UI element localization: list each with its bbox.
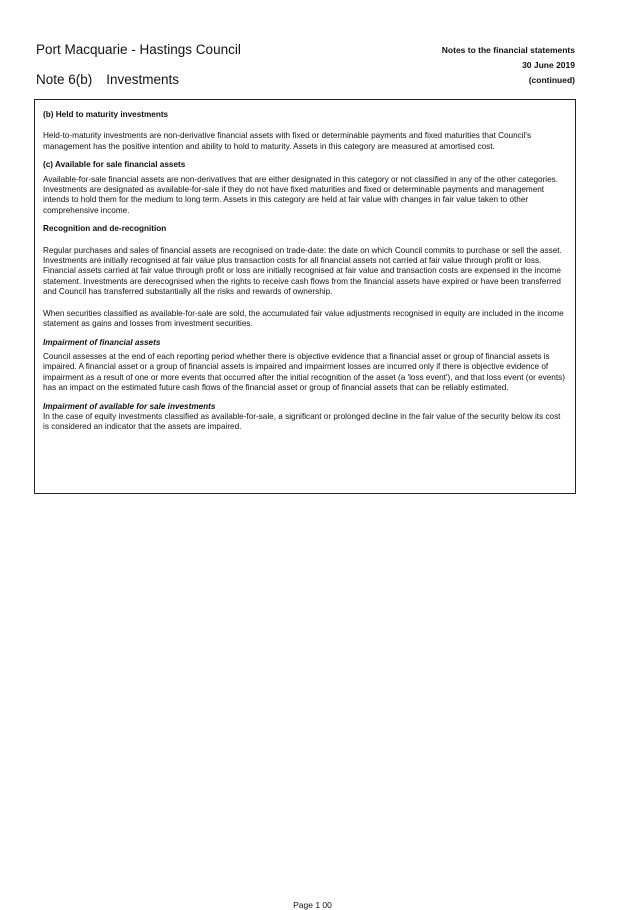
recognition-text-1: Regular purchases and sales of financial assets are recognised on trade-date: the date on which Council commits to purchase or sell the asset. Investments are initially recognised at fair value plus transaction costs for all financial assets not carried at fair value through profit or loss. Financial assets carried at fair value through profit or loss are initially recognised at fair value and transaction costs are expensed in the income statement. Investments are derecognised when the rights to receive cash flows from the financial assets have expired or have been transferred and Council has transferred substantially all the risks and rewards of ownership.	[43, 245, 562, 297]
council-name: Port Macquarie - Hastings Council	[36, 42, 241, 57]
afs-impairment-heading: Impairment of available for sale investments	[43, 401, 216, 411]
report-date: 30 June 2019	[522, 60, 575, 70]
continued-label: (continued)	[528, 75, 575, 85]
afs-impairment-text: In the case of equity investments classified as available-for-sale, a significant or prolonged decline in the fair value of the security below its cost is considered an indicator that the assets are impaired.	[43, 411, 561, 432]
note-heading	[36, 72, 179, 87]
notes-content-box	[34, 99, 576, 494]
recognition-heading: Recognition and de-recognition	[43, 224, 167, 234]
available-for-sale-text: Available-for-sale financial assets are non-derivatives that are either designated in this category or not classified in any of the other categories. Investments are designated as available-for-sale if they do not have fixed maturities and fixed or determinable payments and management intends to hold them for the medium to long term. Assets in this category are held at fair value with changes in fair value taken to other comprehensive income.	[43, 174, 559, 215]
note-title: Investments	[106, 72, 180, 87]
impairment-heading: Impairment of financial assets	[43, 337, 161, 347]
page-number: Page 1 00	[293, 900, 332, 910]
note-number: Note 6(b)	[36, 72, 93, 87]
available-for-sale-heading: (c) Available for sale financial assets	[43, 160, 186, 170]
recognition-text-2: When securities classified as available-for-sale are sold, the accumulated fair value adjustments recognised in equity are included in the income statement as gains and losses from investment securities.	[43, 308, 564, 329]
held-to-maturity-heading: (b) Held to maturity investments	[43, 110, 169, 119]
impairment-text: Council assesses at the end of each reporting period whether there is objective evidence that a financial asset or group of financial assets is impaired. A financial asset or a group of financial assets is impaired and impairment losses are incurred only if there is objective evidence of impairment as a result of one or more events that occurred after the initial recognition of the asset (a 'loss event'), and that loss event (or events) has an impact on the estimated future cash flows of the financial asset or group of financial assets that can be reliably estimated.	[43, 351, 565, 393]
held-to-maturity-text: Held-to-maturity investments are non-derivative financial assets with fixed or determinable payments and fixed maturities that Council's management has the positive intention and ability to hold to maturity. Assets in this category are measured at amortised cost.	[43, 131, 532, 151]
notes-label: Notes to the financial statements	[441, 45, 575, 55]
